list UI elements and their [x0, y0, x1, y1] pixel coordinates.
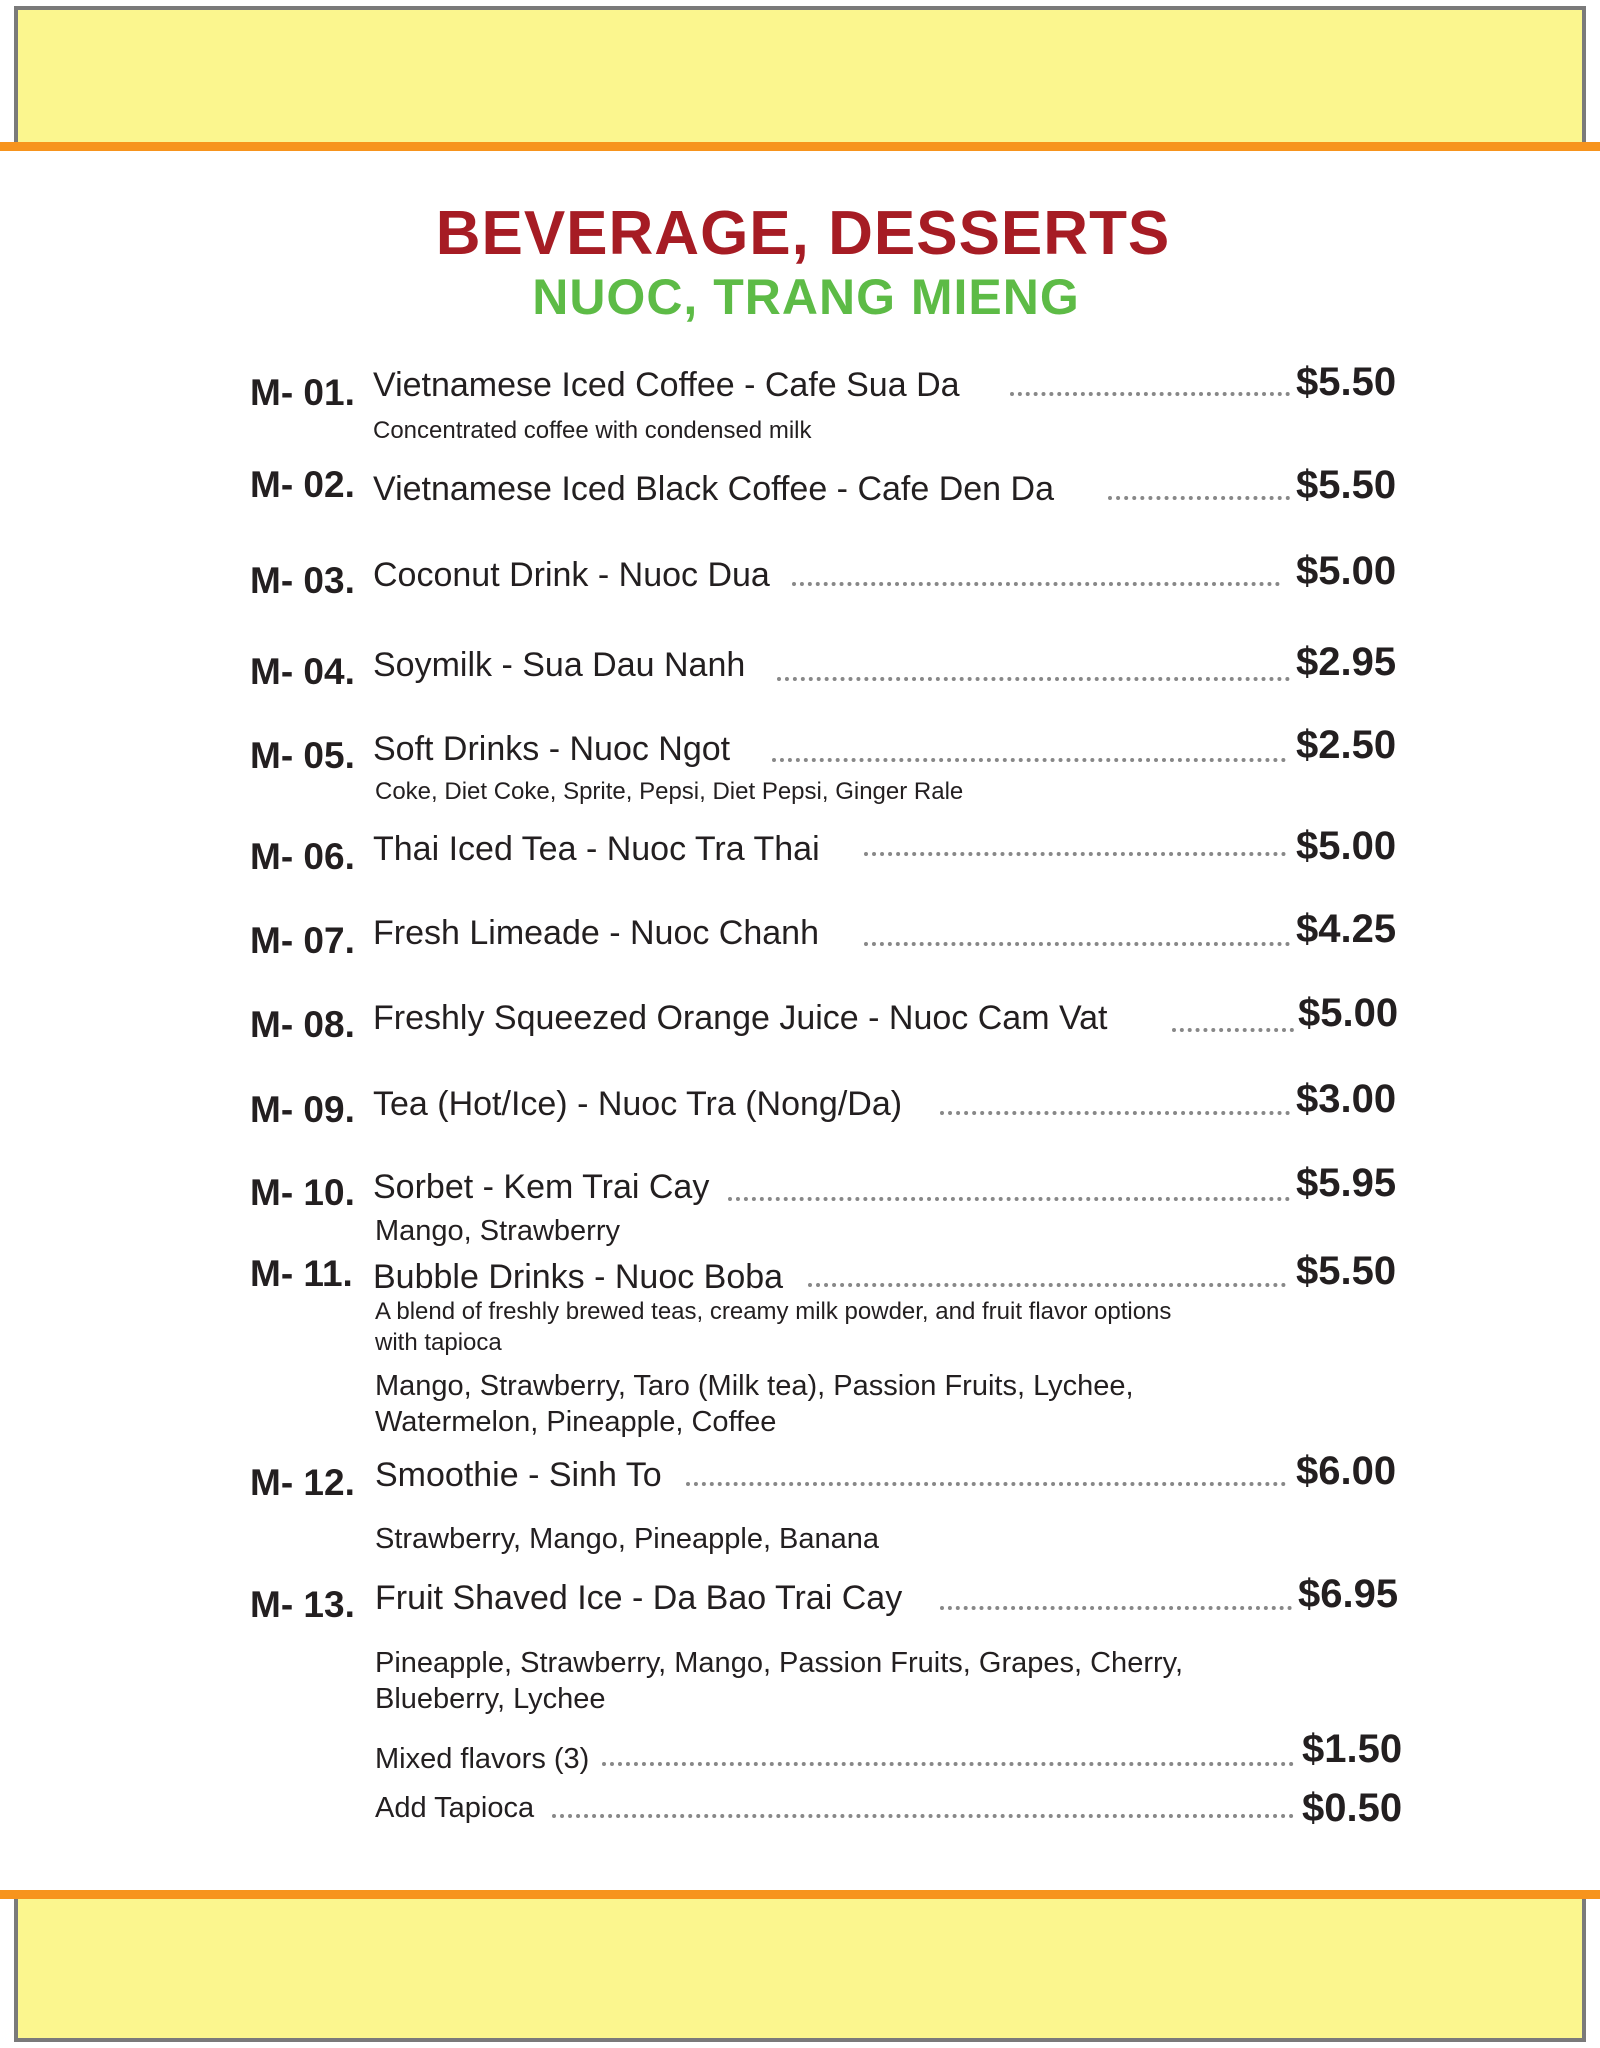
dot-leader	[602, 1762, 1294, 1766]
item-options: Watermelon, Pineapple, Coffee	[375, 1406, 777, 1438]
menu-title: BEVERAGE, DESSERTS	[435, 199, 1171, 268]
item-description: Coke, Diet Coke, Sprite, Pepsi, Diet Pepsi, Ginger Rale	[375, 778, 964, 805]
item-code: M- 04.	[250, 651, 355, 692]
item-name: Vietnamese Iced Coffee - Cafe Sua Da	[373, 366, 960, 404]
dot-leader	[772, 758, 1286, 762]
item-code: M- 07.	[250, 920, 355, 961]
dot-leader	[864, 852, 1286, 856]
menu-subtitle: NUOC, TRANG MIENG	[532, 269, 1080, 325]
item-name: Thai Iced Tea - Nuoc Tra Thai	[373, 830, 820, 868]
item-price: $5.95	[1296, 1161, 1397, 1205]
item-name: Freshly Squeezed Orange Juice - Nuoc Cam Vat	[373, 999, 1108, 1037]
dot-leader	[1172, 1028, 1294, 1032]
item-options: Mango, Strawberry	[375, 1215, 620, 1247]
dot-leader	[940, 1111, 1290, 1115]
dot-leader	[552, 1814, 1294, 1818]
item-code: M- 13.	[250, 1584, 355, 1625]
item-name: Soft Drinks - Nuoc Ngot	[373, 730, 731, 768]
item-price: $3.00	[1296, 1077, 1397, 1121]
item-name: Bubble Drinks - Nuoc Boba	[373, 1258, 784, 1296]
bottom-banner	[14, 1890, 1586, 2042]
extra-name: Mixed flavors (3)	[375, 1743, 590, 1775]
dot-leader	[686, 1482, 1286, 1486]
item-price: $5.00	[1296, 549, 1397, 593]
dot-leader	[792, 582, 1280, 586]
dot-leader	[864, 942, 1290, 946]
item-price: $2.50	[1296, 723, 1397, 767]
item-name: Vietnamese Iced Black Coffee - Cafe Den Da	[373, 470, 1054, 508]
dot-leader	[1010, 392, 1290, 396]
item-options: Blueberry, Lychee	[375, 1683, 606, 1715]
item-price: $4.25	[1296, 907, 1397, 951]
item-price: $5.50	[1296, 1249, 1397, 1293]
item-price: $6.00	[1296, 1449, 1397, 1493]
item-price: $5.00	[1296, 824, 1397, 868]
item-name: Soymilk - Sua Dau Nanh	[373, 646, 746, 684]
item-price: $5.50	[1296, 463, 1397, 507]
item-name: Sorbet - Kem Trai Cay	[373, 1168, 710, 1206]
item-price: $2.95	[1296, 640, 1397, 684]
item-price: $6.95	[1298, 1572, 1399, 1616]
item-description: with tapioca	[375, 1329, 502, 1356]
item-description: Concentrated coffee with condensed milk	[373, 417, 812, 444]
item-code: M- 03.	[250, 560, 355, 601]
item-options: Strawberry, Mango, Pineapple, Banana	[375, 1523, 880, 1555]
item-name: Coconut Drink - Nuoc Dua	[373, 556, 770, 594]
item-name: Tea (Hot/Ice) - Nuoc Tra (Nong/Da)	[373, 1085, 903, 1123]
item-code: M- 01.	[250, 372, 355, 413]
item-code: M- 09.	[250, 1089, 355, 1130]
extra-price: $1.50	[1302, 1727, 1403, 1771]
item-name: Smoothie - Sinh To	[375, 1456, 662, 1494]
item-code: M- 10.	[250, 1172, 355, 1213]
item-code: M- 12.	[250, 1462, 355, 1503]
dot-leader	[1108, 496, 1290, 500]
extra-name: Add Tapioca	[375, 1792, 535, 1824]
item-name: Fruit Shaved Ice - Da Bao Trai Cay	[375, 1579, 903, 1617]
item-code: M- 08.	[250, 1004, 355, 1045]
item-options: Pineapple, Strawberry, Mango, Passion Fruits, Grapes, Cherry,	[375, 1647, 1184, 1679]
item-name: Fresh Limeade - Nuoc Chanh	[373, 914, 820, 952]
item-description: A blend of freshly brewed teas, creamy milk powder, and fruit flavor options	[375, 1298, 1172, 1325]
dot-leader	[777, 677, 1290, 681]
dot-leader	[808, 1283, 1286, 1287]
item-code: M- 06.	[250, 836, 355, 877]
top-banner	[14, 6, 1586, 151]
dot-leader	[728, 1197, 1290, 1201]
item-price: $5.00	[1298, 991, 1399, 1035]
extra-price: $0.50	[1302, 1786, 1403, 1830]
dot-leader	[940, 1606, 1292, 1610]
item-code: M- 11.	[250, 1253, 353, 1294]
item-price: $5.50	[1296, 360, 1397, 404]
item-code: M- 05.	[250, 735, 355, 776]
item-options: Mango, Strawberry, Taro (Milk tea), Passion Fruits, Lychee,	[375, 1370, 1134, 1402]
item-code: M- 02.	[250, 464, 355, 505]
